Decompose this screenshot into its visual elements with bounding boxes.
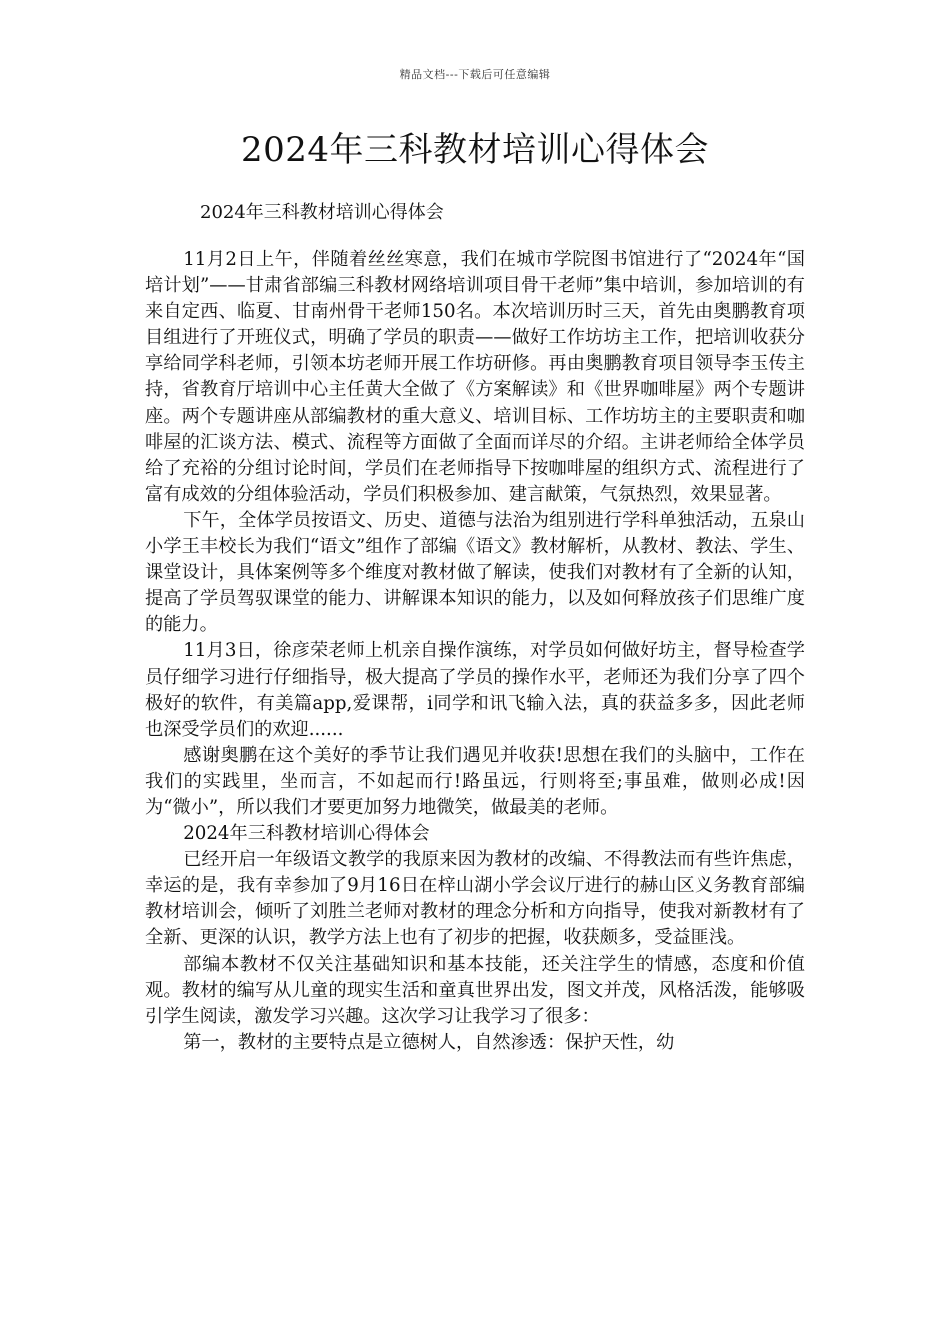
- document-subtitle: 2024年三科教材培训心得体会: [200, 202, 444, 223]
- page-header: 精品文档---下载后可任意编辑: [399, 68, 551, 81]
- section-heading: 2024年三科教材培训心得体会: [183, 823, 430, 845]
- paragraph: 部编本教材不仅关注基础知识和基本技能，还关注学生的情感，态度和价值观。教材的编写从儿童的现实生活和童真世界出发，图文并茂，风格活泼，能够吸引学生阅读，激发学习兴趣。这次学习让我学习了很多：: [145, 953, 805, 1027]
- paragraph: 11月3日，徐彦荣老师上机亲自操作演练，对学员如何做好坊主，督导检查学员仔细学习进行仔细指导，极大提高了学员的操作水平，老师还为我们分享了四个极好的软件，有美篇app,爱课帮，i同学和讯飞输入法，真的获益多多，因此老师也深受学员们的欢迎......: [145, 640, 805, 740]
- document-title: 2024年三科教材培训心得体会: [240, 130, 710, 170]
- paragraph: 感谢奥鹏在这个美好的季节让我们遇见并收获!思想在我们的头脑中，工作在我们的实践里，坐而言，不如起而行!路虽远，行则将至;事虽难，做则必成!因为“微小”，所以我们才要更加努力地微笑，做最美的老师。: [145, 744, 805, 818]
- paragraph: 第一，教材的主要特点是立德树人，自然渗透：保护天性，幼: [183, 1031, 675, 1053]
- paragraph: 下午，全体学员按语文、历史、道德与法治为组别进行学科单独活动，五泉山小学王丰校长为我们“语文”组作了部编《语文》教材解析，从教材、教法、学生、课堂设计，具体案例等多个维度对教材做了解读，使我们对教材有了全新的认知，提高了学员驾驭课堂的能力、讲解课本知识的能力，以及如何释放孩子们思维广度的能力。: [145, 509, 805, 636]
- paragraph: 11月2日上午，伴随着丝丝寒意，我们在城市学院图书馆进行了“2024年“国培计划”——甘肃省部编三科教材网络培训项目骨干老师”集中培训，参加培训的有来自定西、临夏、甘南州骨干老师150名。本次培训历时三天，首先由奥鹏教育项目组进行了开班仪式，明确了学员的职责——做好工作坊坊主工作，把培训收获分享给同学科老师，引领本坊老师开展工作坊研修。再由奥鹏教育项目领导李玉传主持，省教育厅培训中心主任黄大全做了《方案解读》和《世界咖啡屋》两个专题讲座。两个专题讲座从部编教材的重大意义、培训目标、工作坊坊主的主要职责和咖啡屋的汇谈方法、模式、流程等方面做了全面而详尽的介绍。主讲老师给全体学员给了充裕的分组讨论时间，学员们在老师指导下按咖啡屋的组织方式、流程进行了富有成效的分组体验活动，学员们积极参加、建言献策，气氛热烈，效果显著。: [145, 249, 805, 505]
- paragraph: 已经开启一年级语文教学的我原来因为教材的改编、不得教法而有些许焦虑，幸运的是，我有幸参加了9月16日在梓山湖小学会议厅进行的赫山区义务教育部编教材培训会，倾听了刘胜兰老师对教材的理念分析和方向指导，使我对新教材有了全新、更深的认识，教学方法上也有了初步的把握，收获颇多，受益匪浅。: [145, 849, 805, 949]
- document-body: [145, 247, 805, 1056]
